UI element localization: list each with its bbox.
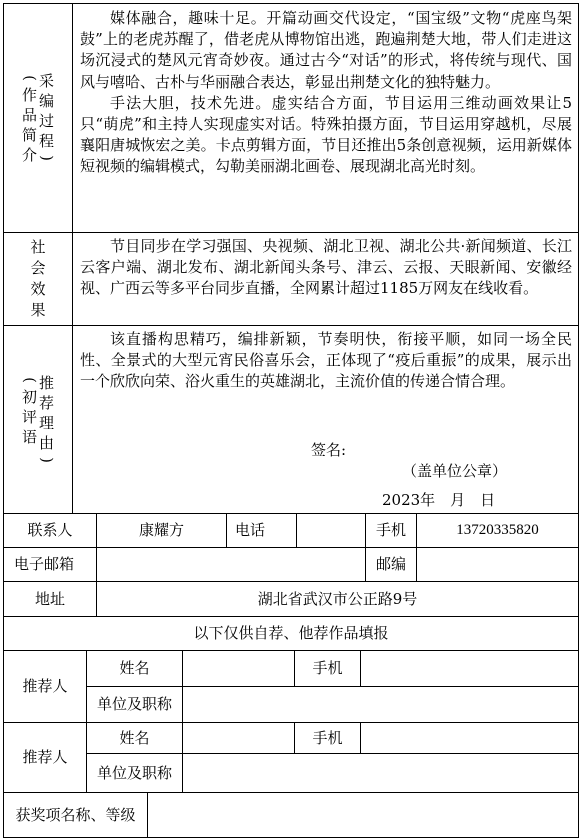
review-label [4,326,72,513]
table-border-top [3,3,579,4]
review-label-char: 理 [38,413,54,432]
rule-effect-bottom [3,325,579,326]
table-border-right [578,3,579,838]
contact-person-label: 联系人 [27,521,73,539]
process-label-char: 作 [21,86,37,104]
email-label: 电子邮箱 [14,555,75,573]
recommender-2-name-value[interactable] [183,723,294,753]
recommender-1-name-value[interactable] [183,651,294,686]
sign-label: 签名: [311,441,347,459]
award-label: 获奖项名称、等级 [15,805,136,824]
process-label-char: 简 [21,126,37,144]
recommender-2-unit-label: 单位及职称 [96,763,172,782]
process-paragraph-2: 手法大胆，技术先进。虚实结合方面，节目运用三维动画效果让5只“萌虎”和主持人实现虚实对话。特殊拍摄方面，节目运用穿越机，尽展襄阳唐城恢宏之美。卡点剪辑方面，节目还推出5条创意视频，运用新媒体短视频的编辑模式，勾勒美丽湖北画卷、展现湖北高光时刻。 [80,93,572,176]
contact-person-value[interactable]: 康耀方 [138,521,184,539]
review-label-char: 语 [21,427,37,446]
recommender-2-mobile-value[interactable] [361,723,578,753]
phone-label: 电话 [235,521,266,539]
effect-paragraph: 节目同步在学习强国、央视频、湖北卫视、湖北公共·新闻频道、长江云客户端、湖北发布、湖北新闻头条号、津云、云报、天眼新闻、安徽经视、广西云等多平台同步直播，全网累计超过1185万网友在线收看。 [80,237,572,298]
process-label-char: 品 [21,106,37,124]
review-label-char: 推 [38,373,54,392]
process-label-char: 采 [38,72,54,90]
label-open-paren: ( [20,376,39,383]
email-value[interactable] [97,548,365,581]
effect-label [4,233,72,325]
recommender-2-label: 推荐人 [22,748,68,766]
effect-label-char: 会 [30,259,46,277]
process-label-char: 程 [38,132,54,150]
mobile-label: 手机 [375,521,406,539]
review-label-char: 荐 [38,393,54,412]
review-label-char: 由 [38,433,54,452]
date-line: 2023年 月 日 [382,491,496,509]
rule-label-column [72,3,73,513]
recommender-1-unit-value[interactable] [183,687,578,722]
process-label-char: 编 [38,92,54,110]
review-paragraph: 该直播构思精巧，编排新颖，节奏明快，衔接平顺，如同一场全民性、全景式的大型元宵民俗喜乐会，正体现了“疫后重振”的成果，展示出一个欣欣向荣、浴火重生的英雄湖北，主流价值的传递合情合理。 [80,330,572,391]
process-paragraph-1: 媒体融合，趣味十足。开篇动画交代设定，“国宝级”文物“虎座鸟架鼓”上的老虎苏醒了，借老虎从博物馆出逃，跑遍荆楚大地，带人们走进这场沉浸式的楚风元宵奇妙夜。通过古今“对话”的形式，将传统与现代、国风与嘻哈、古朴与华丽融合表达，彰显出荆楚文化的独特魅力。 [80,9,572,91]
recommender-1-label: 推荐人 [22,677,68,695]
review-content [80,329,572,393]
recommender-2-name-label: 姓名 [119,728,150,747]
recommender-2-unit-value[interactable] [183,754,578,792]
recommender-1-unit-label: 单位及职称 [96,695,172,713]
phone-value[interactable] [297,514,365,547]
recommend-note: 以下仅供自荐、他荐作品填报 [193,624,389,642]
process-label-char: 介 [21,146,37,164]
table-border-bottom [3,837,579,838]
postcode-label: 邮编 [375,555,406,573]
mobile-value[interactable]: 13720335820 [456,522,539,538]
address-label: 地址 [34,589,65,608]
label-open-paren: ( [20,75,39,81]
recommender-2-mobile-label: 手机 [312,728,343,747]
rule-process-bottom [3,232,579,233]
review-label-char: 初 [21,387,37,406]
effect-label-char: 果 [30,301,46,319]
process-content [80,8,572,178]
effect-label-char: 社 [30,238,46,256]
effect-label-char: 效 [30,280,46,298]
seal-label: （盖单位公章） [402,462,508,480]
label-close-paren: ) [37,456,56,463]
review-label-char: 评 [21,407,37,426]
recommender-1-mobile-label: 手机 [312,659,343,677]
recommender-1-name-label: 姓名 [119,659,150,677]
process-label [4,4,72,232]
label-close-paren: ) [37,155,56,161]
postcode-value[interactable] [417,548,578,581]
process-label-char: 过 [38,112,54,130]
recommender-1-mobile-value[interactable] [361,651,578,686]
effect-content [80,236,572,300]
award-value[interactable] [148,793,578,837]
address-value[interactable]: 湖北省武汉市公正路9号 [257,589,418,608]
